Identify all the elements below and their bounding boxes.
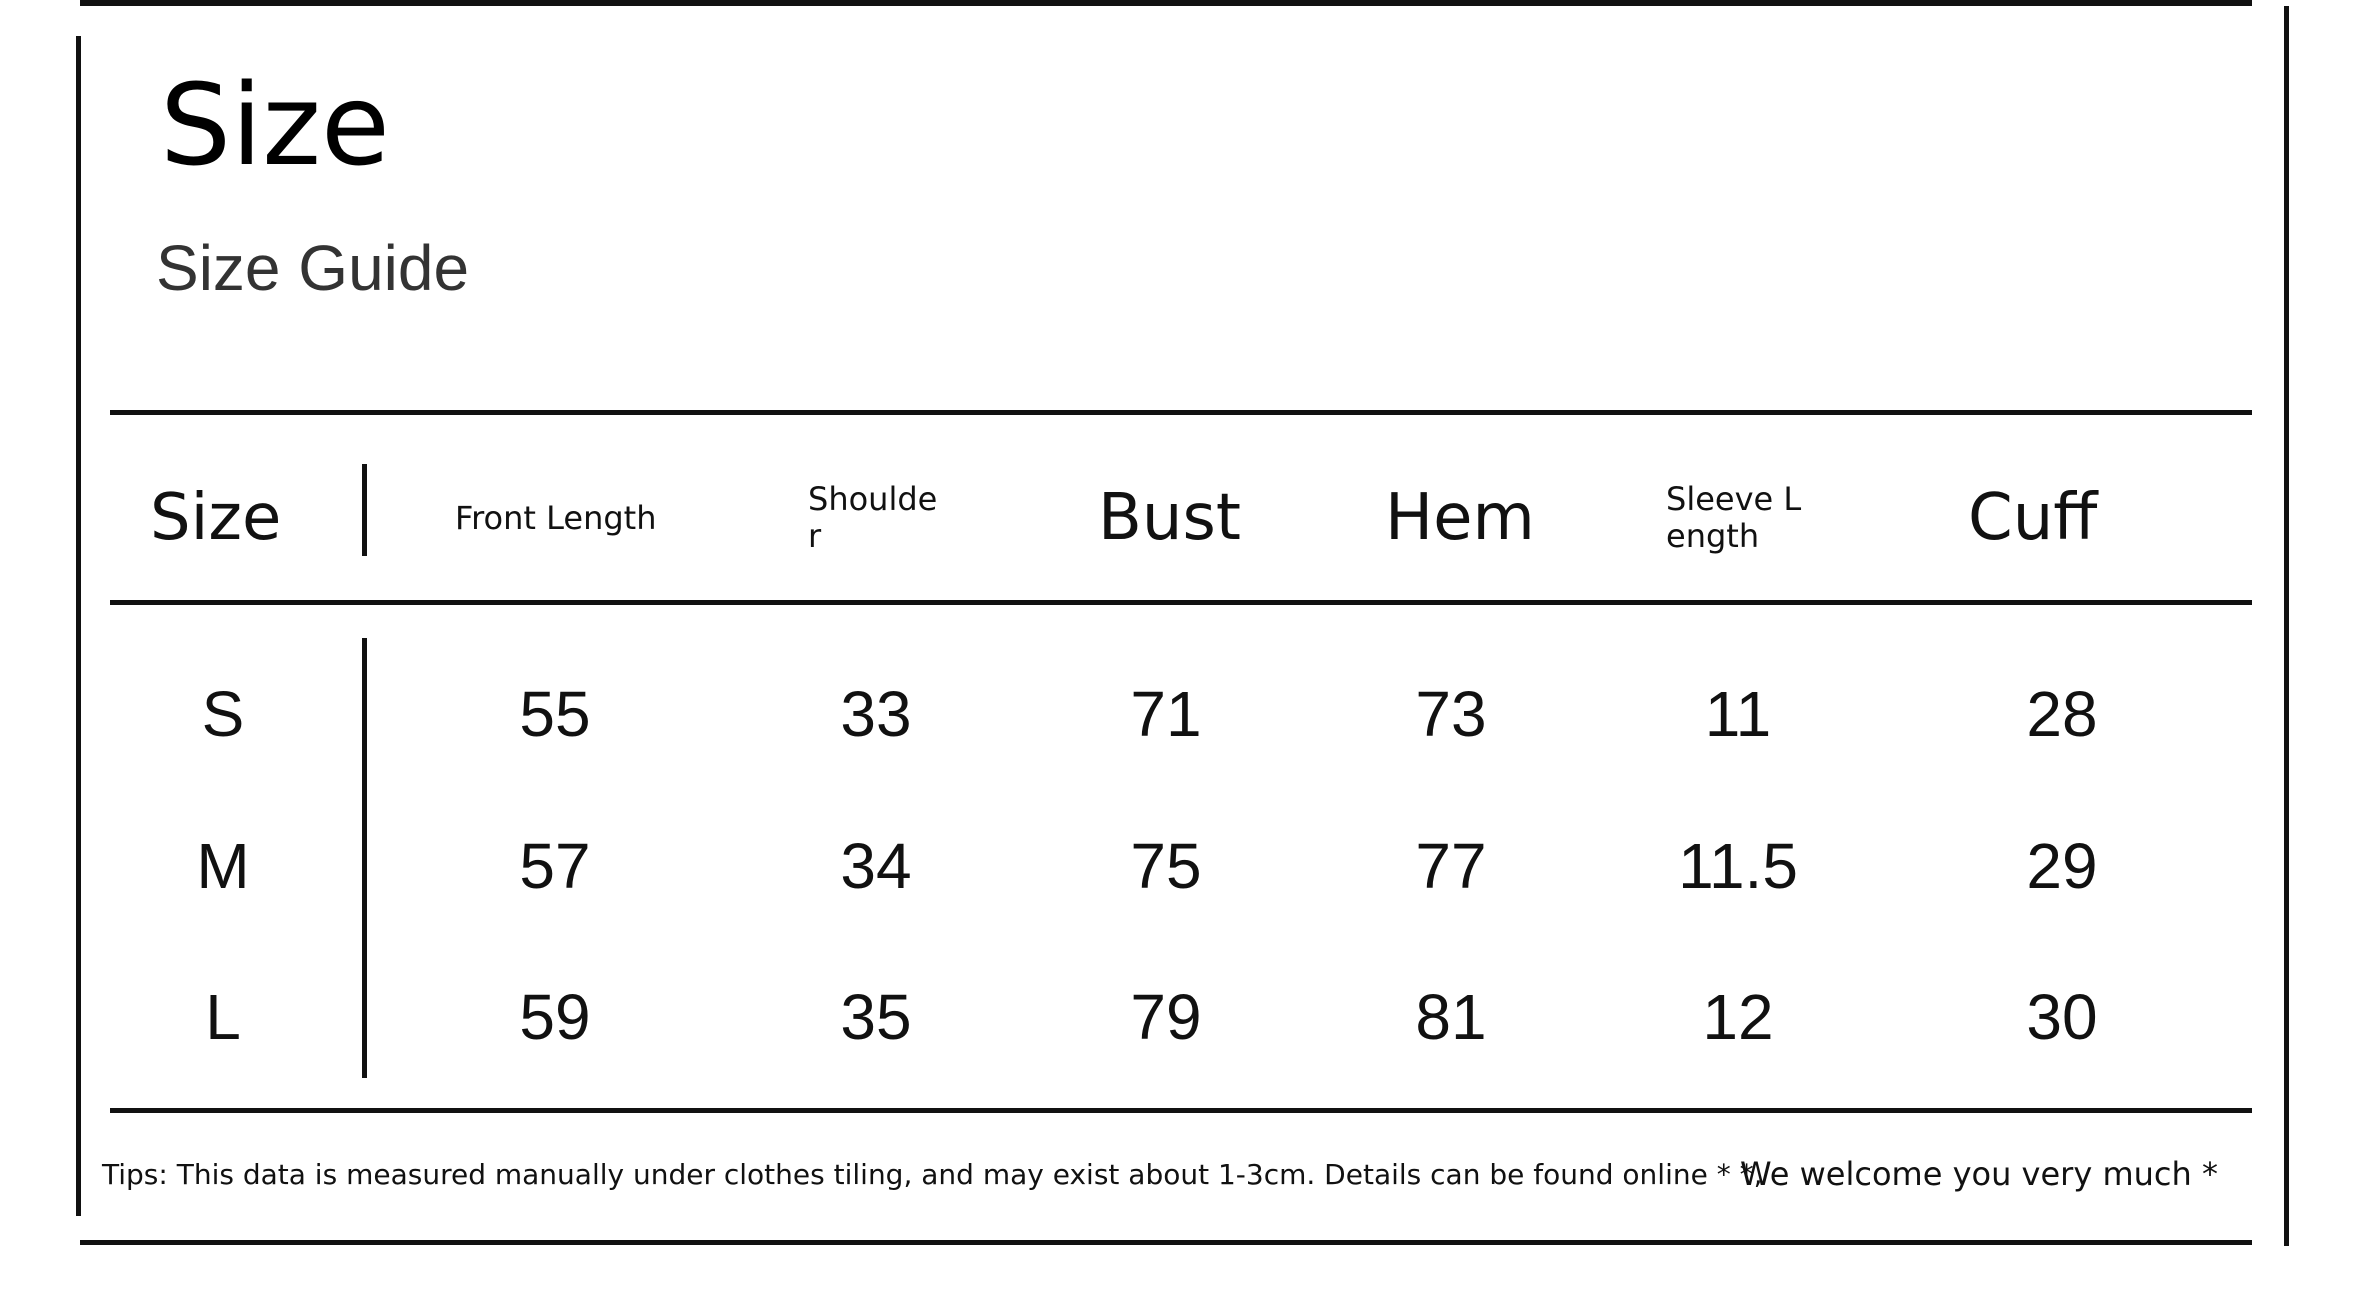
- tips-note: Tips: This data is measured manually under clothes tiling, and may exist about 1-3cm. Details can be found online * *,: [102, 1158, 1763, 1191]
- table-cell: 73: [1415, 678, 1487, 750]
- column-header-shoulder: [808, 448, 948, 588]
- table-cell: 57: [519, 830, 591, 902]
- row-size-label: S: [201, 678, 245, 750]
- table-cell: 75: [1130, 830, 1202, 902]
- row-size-label: L: [205, 981, 241, 1053]
- header-bottom-rule: [110, 600, 2252, 605]
- frame-left-rule: [76, 36, 81, 1216]
- table-cell: 81: [1415, 981, 1487, 1053]
- table-bottom-rule: [110, 1108, 2252, 1113]
- table-cell: 34: [840, 830, 912, 902]
- table-cell: 33: [840, 678, 912, 750]
- column-header-sleeve-length-label: Sleeve Length: [1666, 480, 1802, 555]
- table-cell: 79: [1130, 981, 1202, 1053]
- table-cell: 29: [2026, 830, 2098, 902]
- table-cell: 12: [1702, 981, 1774, 1053]
- column-header-cuff: Cuff: [1968, 481, 2098, 555]
- column-header-size: Size: [150, 481, 282, 555]
- table-cell: 35: [840, 981, 912, 1053]
- row-size-label: M: [196, 830, 250, 902]
- frame-bottom-rule: [80, 1240, 2252, 1245]
- table-cell: 59: [519, 981, 591, 1053]
- column-header-sleeve-length: [1666, 448, 1806, 588]
- table-cell: 77: [1415, 830, 1487, 902]
- table-cell: 28: [2026, 678, 2098, 750]
- frame-right-rule: [2284, 6, 2289, 1246]
- body-divider: [362, 638, 367, 1078]
- column-header-front-length: Front Length: [455, 499, 657, 537]
- table-cell: 11.5: [1678, 830, 1798, 902]
- table-cell: 30: [2026, 981, 2098, 1053]
- column-header-bust: Bust: [1098, 481, 1241, 555]
- table-cell: 55: [519, 678, 591, 750]
- column-header-hem: Hem: [1385, 481, 1535, 555]
- page-subtitle: Size Guide: [156, 232, 470, 304]
- column-header-shoulder-label: Shoulder: [808, 480, 938, 555]
- page-title: Size: [160, 61, 390, 191]
- header-divider: [362, 464, 367, 556]
- welcome-note: We welcome you very much *: [1740, 1155, 2218, 1193]
- table-cell: 71: [1130, 678, 1202, 750]
- table-cell: 11: [1704, 678, 1772, 750]
- frame-top-rule: [80, 0, 2252, 6]
- table-top-rule: [110, 410, 2252, 415]
